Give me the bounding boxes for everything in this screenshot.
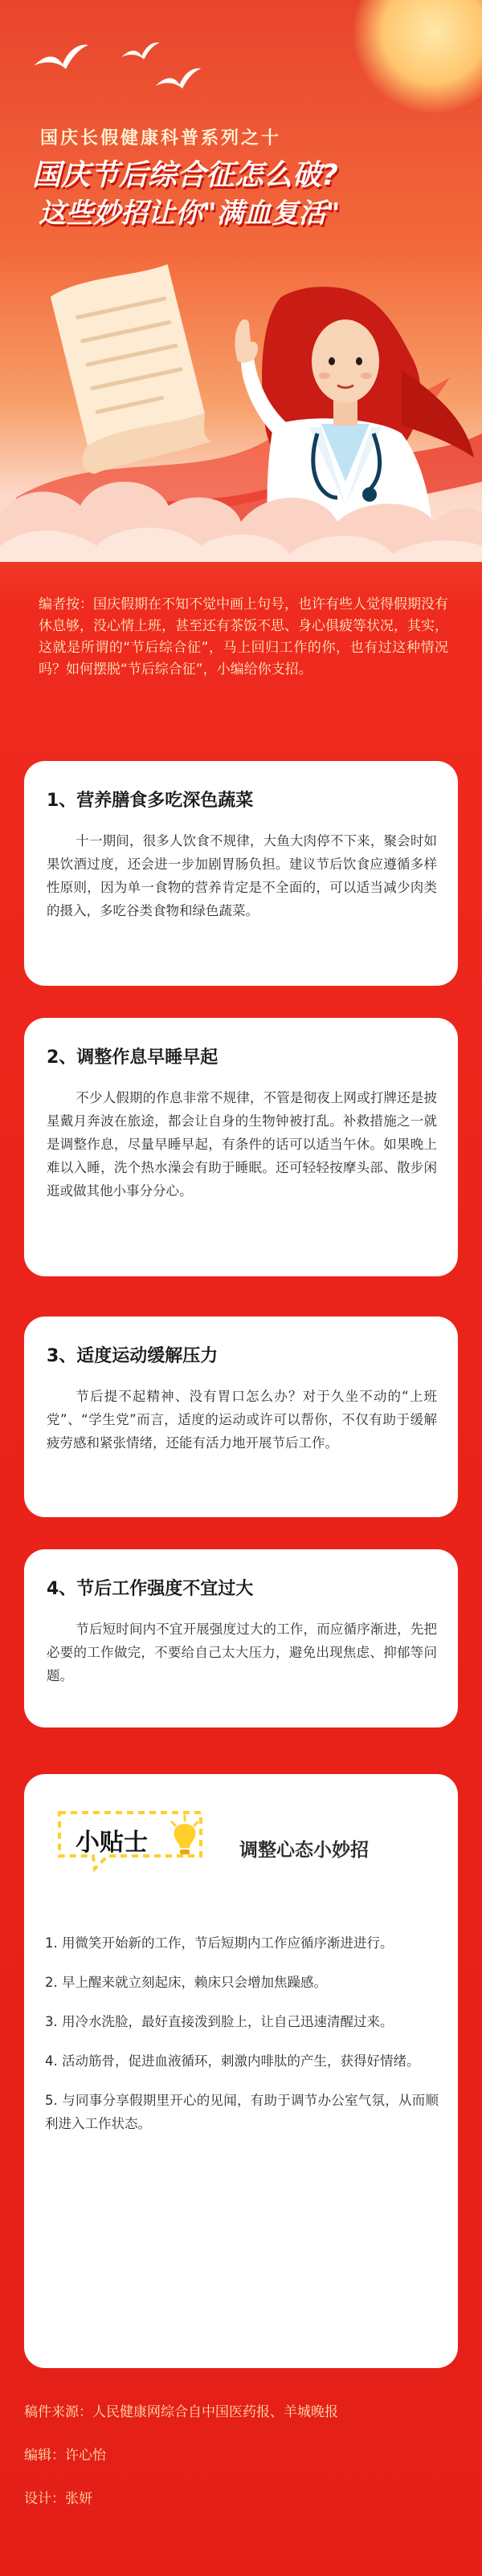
section-title: 2、调整作息早睡早起 — [47, 1048, 219, 1068]
bird-icon — [154, 66, 202, 98]
section-card — [24, 1316, 458, 1517]
section-body: 十一期间，很多人饮食不规律，大鱼大肉停不下来，聚会时如果饮酒过度，还会进一步加剧胃肠负担。建议节后饮食应遵循多样性原则，因为单一食物的营养肯定是不全面的，可以适当减少肉类的摄入，多吃谷类食物和绿色蔬菜。 — [47, 833, 437, 918]
section-body: 不少人假期的作息非常不规律，不管是彻夜上网或打牌还是披星戴月奔波在旅途，都会让自身的生物钟被打乱。补救措施之一就是调整作息，尽量早睡早起，有条件的话可以适当午休。如果晚上难以入睡，洗个热水澡会有助于睡眠。还可轻轻按摩头部、散步闲逛或做其他小事分分心。 — [47, 1090, 437, 1198]
section-title: 4、节后工作强度不宜过大 — [47, 1579, 254, 1599]
designer-credit: 设计：张妍 — [24, 2491, 92, 2507]
bird-icon — [32, 42, 90, 80]
cloud-decoration — [0, 450, 482, 562]
tips-card — [24, 1774, 458, 2368]
section-body: 节后短时间内不宜开展强度过大的工作，而应循序渐进，先把必要的工作做完，不要给自己太大压力，避免出现焦虑、抑郁等问题。 — [47, 1622, 437, 1683]
tip-item: 1. 用微笑开始新的工作，节后短期内工作应循序渐进进行。 — [45, 1935, 394, 1951]
section-card — [24, 1549, 458, 1728]
page-subtitle: 这些妙招让你"满血复活" — [39, 197, 341, 230]
tip-item: 3. 用冷水洗脸，最好直接泼到脸上，让自己迅速清醒过来。 — [45, 2014, 394, 2029]
section-title: 1、营养膳食多吃深色蔬菜 — [47, 791, 254, 811]
paper-scroll — [48, 262, 214, 477]
tips-list — [45, 1931, 439, 2151]
section-body: 节后提不起精神、没有胃口怎么办？对于久坐不动的“上班党”、“学生党”而言，适度的运动或许可以帮你，不仅有助于缓解疲劳感和紧张情绪，还能有活力地开展节后工作。 — [47, 1389, 437, 1451]
sun-decoration — [353, 0, 482, 112]
section-card — [24, 761, 458, 986]
tip-item: 2. 早上醒来就立刻起床，赖床只会增加焦躁感。 — [45, 1975, 327, 1990]
section-title: 3、适度运动缓解压力 — [47, 1346, 219, 1366]
tip-badge-label: 小贴士 — [76, 1829, 148, 1857]
lightbulb-icon — [167, 1814, 202, 1858]
tip-item: 5. 与同事分享假期里开心的见闻，有助于调节办公室气氛，从而顺利进入工作状态。 — [45, 2093, 439, 2131]
section-card — [24, 1018, 458, 1276]
editor-credit: 编辑：许心怡 — [24, 2448, 106, 2464]
editor-note: 编者按：国庆假期在不知不觉中画上句号，也许有些人觉得假期没有休息够，没心情上班，甚至还有茶饭不思、身心俱疲等状况，其实，这就是所谓的“节后综合征”，马上回归工作的你，也有过这种情况吗？如何摆脱“节后综合征”，小编给你支招。 — [39, 596, 448, 678]
series-label: 国庆长假健康科普系列之十 — [40, 128, 282, 149]
tips-subtitle: 调整心态小妙招 — [239, 1840, 369, 1861]
source-credit: 稿件来源：人民健康网综合自中国医药报、羊城晚报 — [24, 2404, 338, 2420]
page-title: 国庆节后综合征怎么破? — [32, 159, 338, 192]
tip-item: 4. 活动筋骨，促进血液循环，刺激内啡肽的产生，获得好情绪。 — [45, 2053, 420, 2069]
bird-icon — [120, 40, 161, 67]
header-banner — [0, 0, 482, 562]
credits — [24, 2400, 458, 2530]
